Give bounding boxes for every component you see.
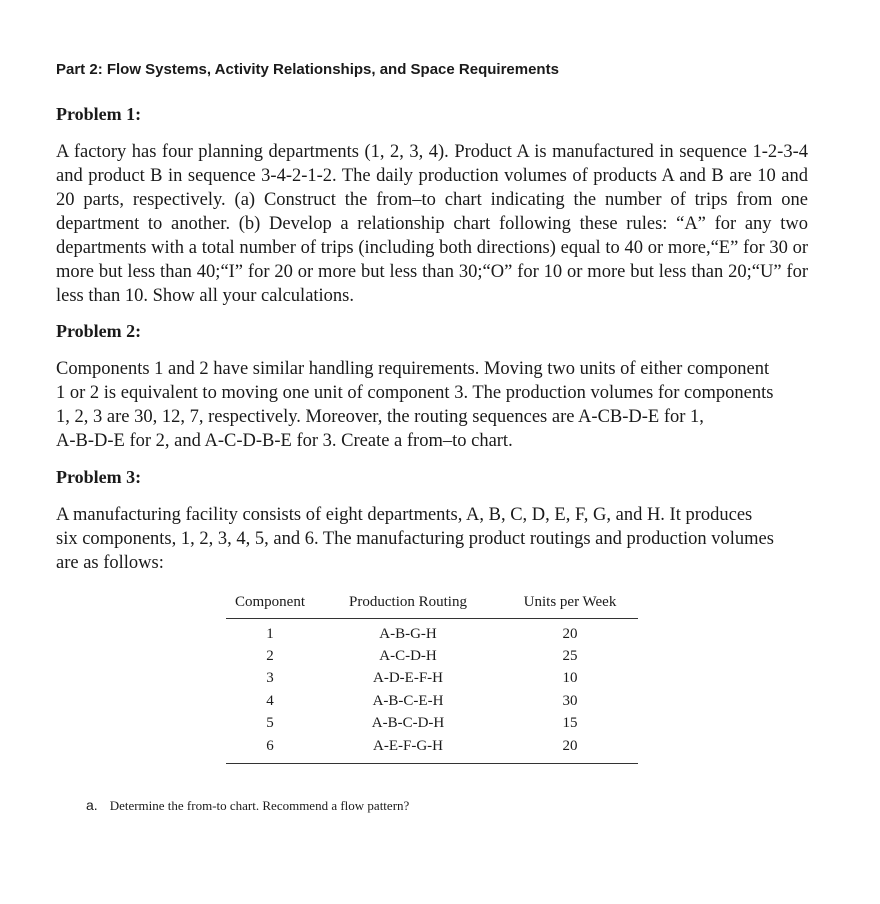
table-bottom-rule — [226, 764, 638, 765]
units-cell: 20 — [562, 737, 578, 754]
problem-2-line: 1, 2, 3 are 30, 12, 7, respectively. Moreover, the routing sequences are A-CB-D-E for 1, — [56, 407, 704, 427]
problem-1-text: A factory has four planning departments (1, 2, 3, 4). Product A is manufactured in sequence 1-2-3-4 and product B in sequence 3-4-2-1-2. The daily production volumes of products A and B are 10 and 20 parts, respectively. (a) Construct the from–to chart indicating the number of trips from one department to another. (b) Develop a relationship chart following these rules: “A” for any two departments with a total number of trips (including both directions) equal to 40 or more,“E” for 30 or more but less than 40;“I” for 20 or more but less than 30;“O” for 10 or more but less than 20;“U” for less than 10. Show all your calculations. — [56, 142, 808, 306]
component-cell: 2 — [266, 648, 274, 665]
routing-cell: A-E-F-G-H — [373, 737, 443, 754]
units-cell: 25 — [562, 648, 578, 665]
table-row — [226, 668, 638, 690]
routing-cell: A-D-E-F-H — [373, 670, 443, 687]
problem-1-heading: Problem 1: — [56, 104, 142, 124]
part-title: Part 2: Flow Systems, Activity Relationships, and Space Requirements — [56, 61, 559, 78]
table-header-row — [226, 592, 638, 619]
table-row — [226, 690, 638, 712]
problem-3-text — [56, 503, 816, 575]
component-cell: 3 — [266, 670, 274, 687]
routing-cell: A-B-C-E-H — [372, 692, 444, 709]
component-cell: 4 — [266, 692, 274, 709]
header-component: Component — [226, 592, 314, 619]
problem-3-line: six components, 1, 2, 3, 4, 5, and 6. The manufacturing product routings and production volumes — [56, 529, 774, 549]
table-row — [226, 713, 638, 735]
sub-question-letter: a. — [86, 797, 98, 813]
problem-3-heading: Problem 3: — [56, 467, 142, 487]
problem-2-heading: Problem 2: — [56, 321, 142, 341]
table-row — [226, 619, 638, 646]
header-units-per-week: Units per Week — [502, 592, 638, 619]
component-cell: 1 — [266, 625, 274, 642]
units-cell: 20 — [562, 625, 578, 642]
routing-cell: A-B-C-D-H — [371, 715, 445, 732]
component-cell: 5 — [266, 715, 274, 732]
sub-question-text: Determine the from-to chart. Recommend a flow pattern? — [109, 798, 410, 813]
problem-2-line: 1 or 2 is equivalent to moving one unit of component 3. The production volumes for components — [56, 383, 774, 403]
table-row — [226, 735, 638, 764]
routing-table — [226, 592, 638, 764]
units-cell: 30 — [562, 692, 578, 709]
problem-2-line: A-B-D-E for 2, and A-C-D-B-E for 3. Create a from–to chart. — [56, 431, 513, 451]
header-production-routing: Production Routing — [314, 592, 502, 619]
routing-cell: A-B-G-H — [379, 625, 437, 642]
routing-cell: A-C-D-H — [379, 648, 437, 665]
problem-2-text — [56, 357, 816, 453]
units-cell: 10 — [562, 670, 578, 687]
problem-3-line: are as follows: — [56, 553, 164, 573]
component-cell: 6 — [266, 737, 274, 754]
table-row — [226, 645, 638, 667]
problem-3-line: A manufacturing facility consists of eight departments, A, B, C, D, E, F, G, and H. It produces — [56, 505, 753, 525]
problem-2-line: Components 1 and 2 have similar handling requirements. Moving two units of either component — [56, 359, 770, 379]
units-cell: 15 — [562, 715, 578, 732]
sub-question-a — [86, 797, 409, 814]
